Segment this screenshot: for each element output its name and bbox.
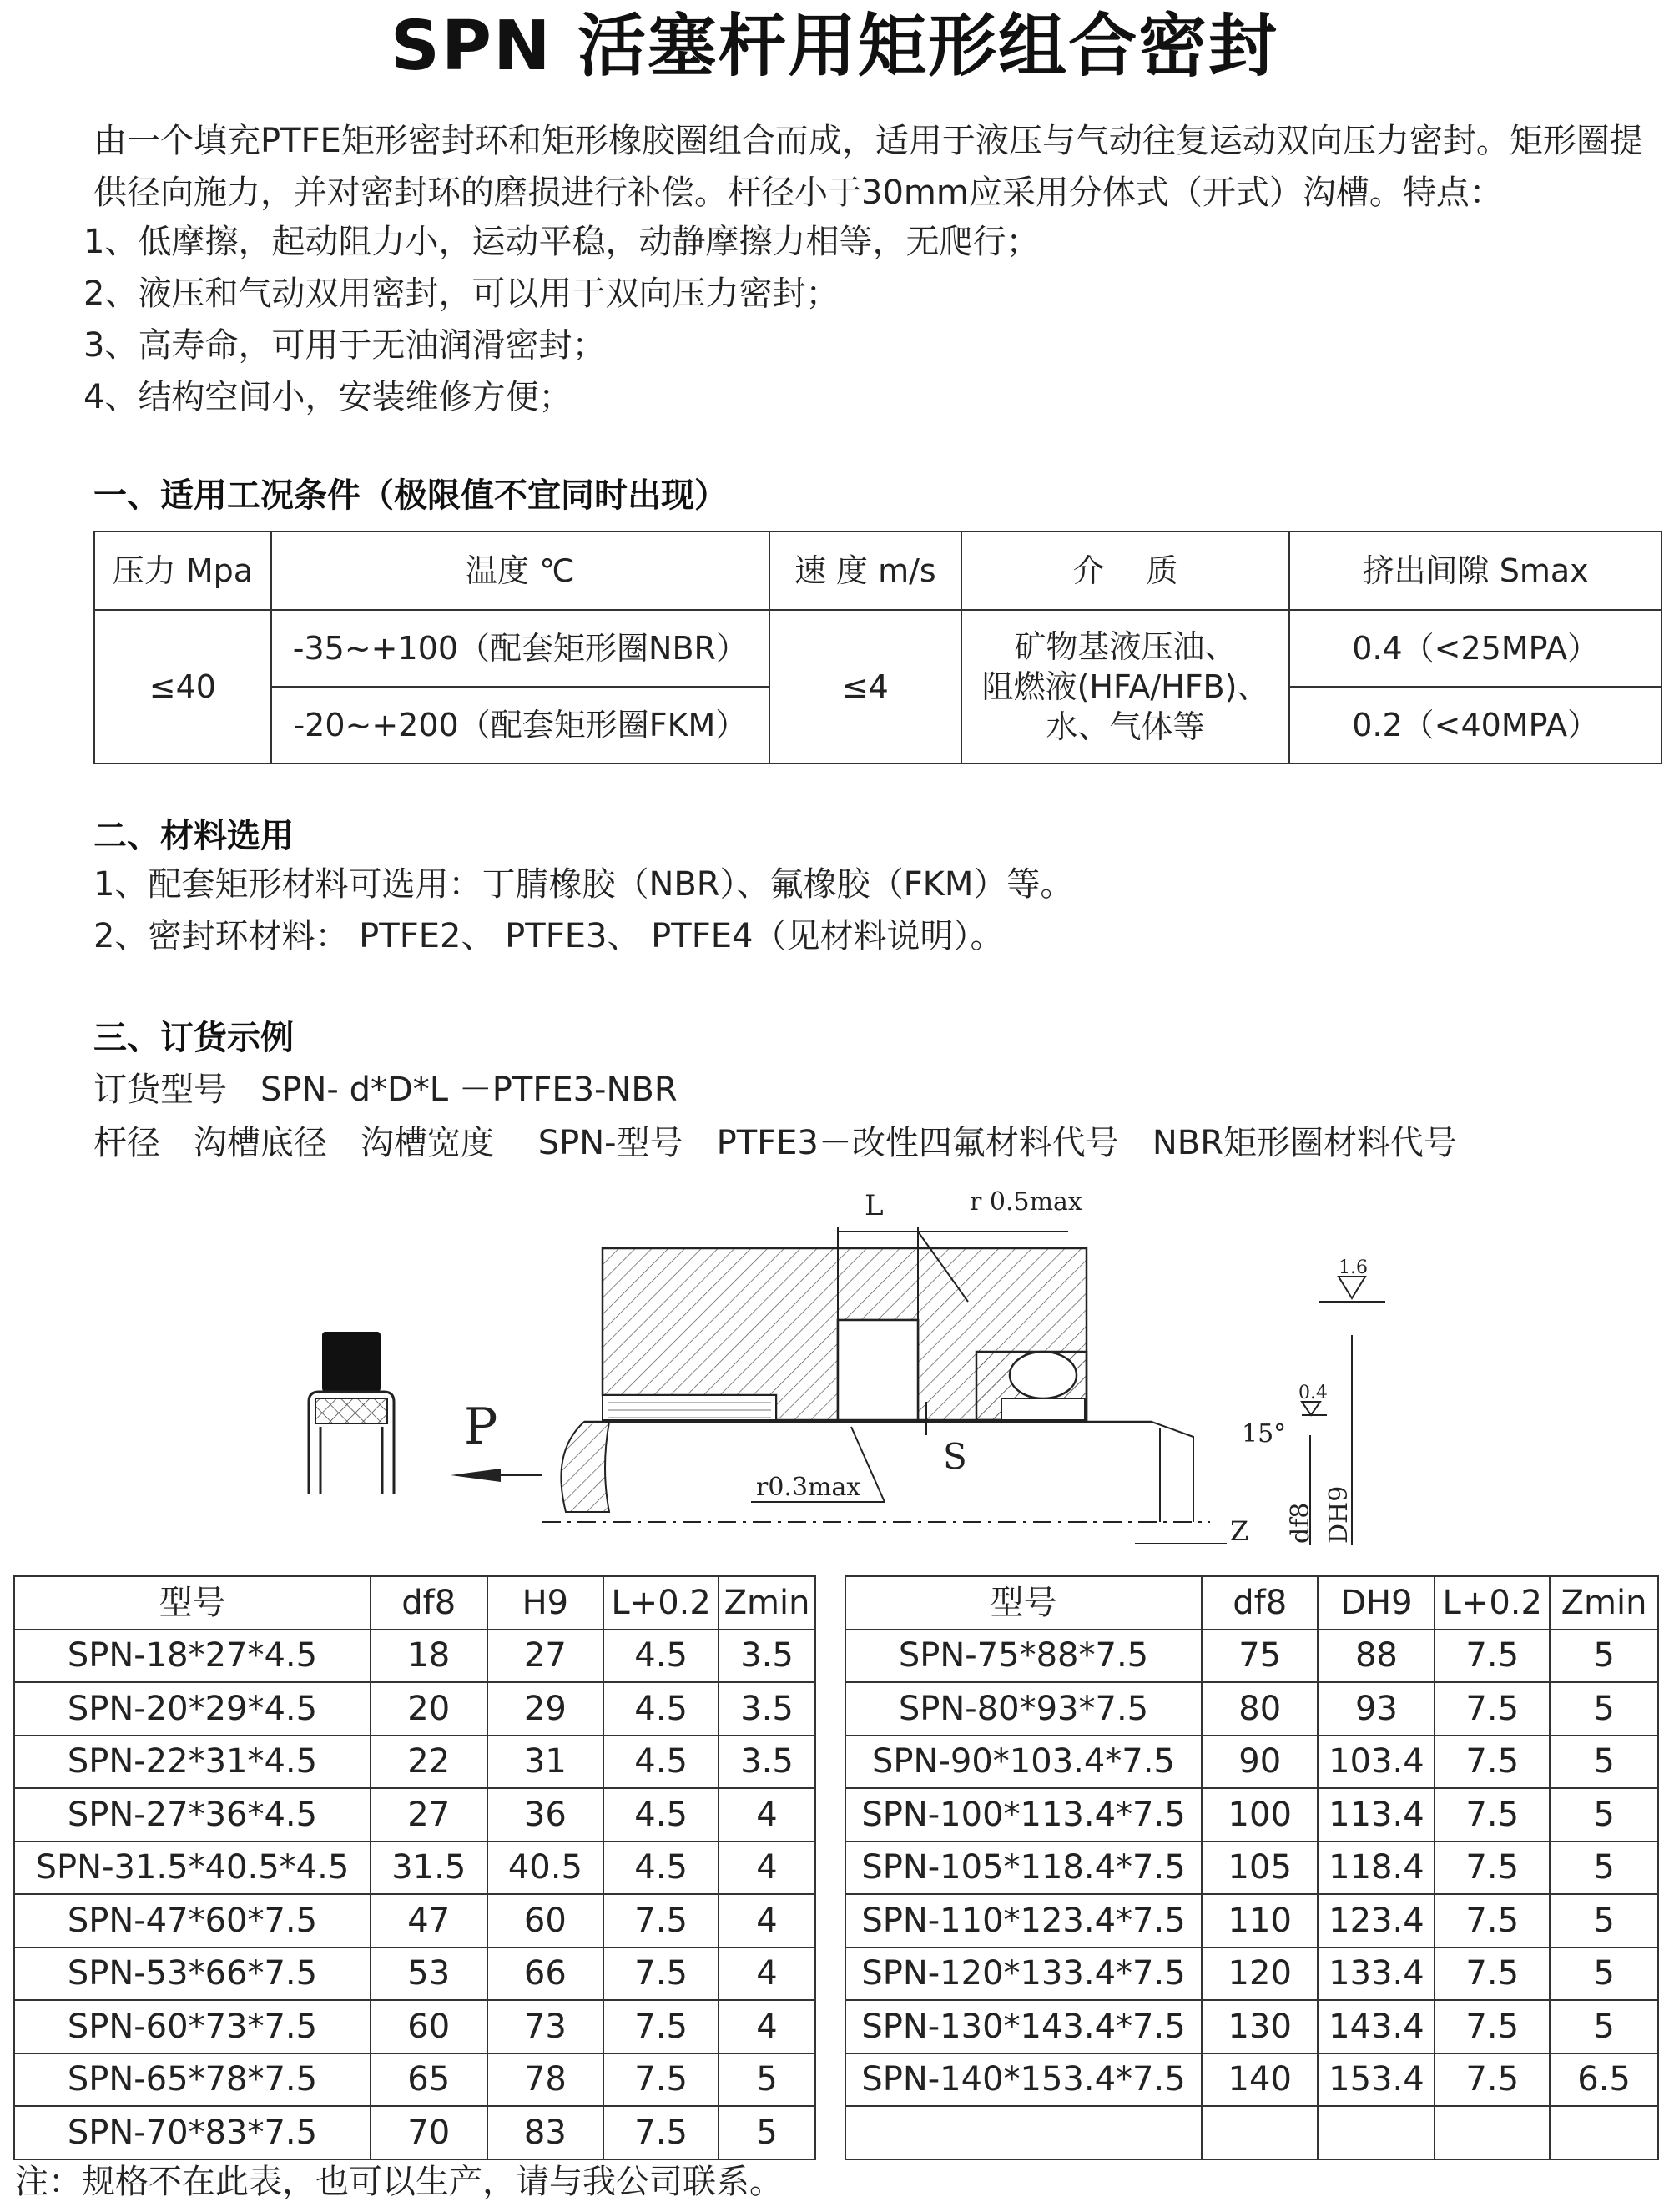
gap-value: 0.2（<40MPA） xyxy=(1289,687,1661,763)
cell-dh9: 153.4 xyxy=(1318,2053,1435,2107)
roughness-16: 1.6 xyxy=(1339,1257,1368,1278)
cell-df8: 53 xyxy=(371,1947,487,2001)
cell-df8: 120 xyxy=(1202,1947,1319,2001)
cell-dh9: 118.4 xyxy=(1318,1842,1435,1895)
cell-model: SPN-60*73*7.5 xyxy=(14,2000,371,2053)
cell-dh9: 123.4 xyxy=(1318,1894,1435,1947)
feature-item: 2、液压和气动双用密封，可以用于双向压力密封； xyxy=(83,275,840,313)
cell-l xyxy=(1435,2106,1550,2159)
media-line: 水、气体等 xyxy=(1046,708,1205,745)
cell-model: SPN-75*88*7.5 xyxy=(845,1630,1202,1683)
cell-l: 4.5 xyxy=(603,1788,719,1842)
col-header-df8: df8 xyxy=(371,1576,487,1630)
col-header-pressure: 压力 Mpa xyxy=(94,532,271,610)
table-row xyxy=(845,1842,1658,1895)
cell-zmin: 4 xyxy=(719,1842,815,1895)
section2-heading: 二、材料选用 xyxy=(93,817,294,855)
order-example-line: 订货型号 SPN- d*D*L －PTFE3-NBR xyxy=(93,1071,678,1109)
dim-label-S: S xyxy=(943,1436,967,1477)
col-header-dh9: DH9 xyxy=(1318,1576,1435,1630)
cell-zmin: 4 xyxy=(719,1947,815,2001)
cell-h9: 36 xyxy=(487,1788,604,1842)
col-header-temperature: 温度 ℃ xyxy=(271,532,769,610)
col-header-df8: df8 xyxy=(1202,1576,1319,1630)
dim-label-Z: Z xyxy=(1230,1515,1249,1547)
cell-model: SPN-110*123.4*7.5 xyxy=(845,1894,1202,1947)
cell-zmin: 4 xyxy=(719,2000,815,2053)
table-row xyxy=(845,1682,1658,1736)
cell-l: 4.5 xyxy=(603,1736,719,1789)
temperature-fkm: -20~+200（配套矩形圈FKM） xyxy=(271,687,769,763)
table-row xyxy=(14,1842,815,1895)
cell-l: 7.5 xyxy=(1435,2053,1550,2107)
cell-model: SPN-18*27*4.5 xyxy=(14,1630,371,1683)
cell-dh9: 103.4 xyxy=(1318,1736,1435,1789)
size-table-left xyxy=(13,1575,816,2160)
cell-model: SPN-20*29*4.5 xyxy=(14,1682,371,1736)
cell-df8: 60 xyxy=(371,2000,487,2053)
cell-l: 7.5 xyxy=(1435,1894,1550,1947)
temperature-nbr: -35~+100（配套矩形圈NBR） xyxy=(271,610,769,687)
gap-value: 0.4（<25MPA） xyxy=(1289,610,1661,687)
table-row xyxy=(845,1630,1658,1683)
cell-l: 4.5 xyxy=(603,1682,719,1736)
material-line: 1、配套矩形材料可选用：丁腈橡胶（NBR）、氟橡胶（FKM）等。 xyxy=(93,865,1074,904)
cell-model: SPN-47*60*7.5 xyxy=(14,1894,371,1947)
material-line: 2、密封环材料： PTFE2、 PTFE3、 PTFE4（见材料说明）。 xyxy=(93,917,1004,955)
cell-h9: 60 xyxy=(487,1894,604,1947)
pressure-value: ≤40 xyxy=(94,610,271,763)
cell-df8: 75 xyxy=(1202,1630,1319,1683)
col-header-l: L+0.2 xyxy=(603,1576,719,1630)
col-header-zmin: Zmin xyxy=(1550,1576,1658,1630)
cell-model: SPN-100*113.4*7.5 xyxy=(845,1788,1202,1842)
cell-l: 7.5 xyxy=(603,1894,719,1947)
cell-model: SPN-130*143.4*7.5 xyxy=(845,2000,1202,2053)
cell-df8: 18 xyxy=(371,1630,487,1683)
col-header-model: 型号 xyxy=(845,1576,1202,1630)
cell-zmin: 5 xyxy=(1550,1682,1658,1736)
cell-dh9: 113.4 xyxy=(1318,1788,1435,1842)
cell-l: 7.5 xyxy=(1435,1682,1550,1736)
col-header-gap: 挤出间隙 Smax xyxy=(1289,532,1661,610)
cell-df8: 31.5 xyxy=(371,1842,487,1895)
cell-df8 xyxy=(1202,2106,1319,2159)
table-row xyxy=(14,1630,815,1683)
cell-l: 7.5 xyxy=(603,2106,719,2159)
table-row xyxy=(14,2053,815,2107)
cell-model: SPN-22*31*4.5 xyxy=(14,1736,371,1789)
cell-dh9: 133.4 xyxy=(1318,1947,1435,2001)
feature-item: 4、结构空间小，安装维修方便； xyxy=(83,378,572,416)
col-header-speed: 速 度 m/s xyxy=(769,532,961,610)
pressure-label-P: P xyxy=(464,1398,498,1456)
cell-df8: 27 xyxy=(371,1788,487,1842)
cell-h9: 78 xyxy=(487,2053,604,2107)
col-header-h9: H9 xyxy=(487,1576,604,1630)
table-row xyxy=(845,2106,1658,2159)
conditions-table xyxy=(93,531,1662,764)
piston-rod xyxy=(542,1422,1210,1522)
seal-cross-section-drawing xyxy=(0,1168,1669,1560)
table-row xyxy=(845,2053,1658,2107)
cell-zmin: 3.5 xyxy=(719,1630,815,1683)
cell-df8: 65 xyxy=(371,2053,487,2107)
seal-profile-icon xyxy=(309,1332,394,1494)
cell-model xyxy=(845,2106,1202,2159)
cell-zmin xyxy=(1550,2106,1658,2159)
dim-label-DH9: DH9 xyxy=(1324,1485,1354,1544)
cell-h9: 27 xyxy=(487,1630,604,1683)
cell-l: 7.5 xyxy=(1435,1842,1550,1895)
cell-dh9 xyxy=(1318,2106,1435,2159)
cell-model: SPN-65*78*7.5 xyxy=(14,2053,371,2107)
media-line: 阻燃液(HFA/HFB)、 xyxy=(981,668,1269,705)
cell-df8: 90 xyxy=(1202,1736,1319,1789)
cell-zmin: 5 xyxy=(719,2106,815,2159)
size-table-right xyxy=(845,1575,1659,2160)
cell-zmin: 5 xyxy=(1550,1894,1658,1947)
cell-df8: 20 xyxy=(371,1682,487,1736)
cell-l: 7.5 xyxy=(1435,2000,1550,2053)
section1-heading: 一、适用工况条件（极限值不宜同时出现） xyxy=(93,476,728,515)
table-row xyxy=(845,1788,1658,1842)
roughness-04: 0.4 xyxy=(1298,1383,1328,1403)
dim-label-r05: r 0.5max xyxy=(970,1187,1082,1217)
cell-df8: 22 xyxy=(371,1736,487,1789)
cell-df8: 70 xyxy=(371,2106,487,2159)
section3-heading: 三、订货示例 xyxy=(93,1019,294,1057)
cell-dh9: 93 xyxy=(1318,1682,1435,1736)
cell-zmin: 3.5 xyxy=(719,1736,815,1789)
table-row xyxy=(14,1947,815,2001)
cell-df8: 105 xyxy=(1202,1842,1319,1895)
cell-model: SPN-80*93*7.5 xyxy=(845,1682,1202,1736)
cell-l: 7.5 xyxy=(603,2000,719,2053)
cell-zmin: 5 xyxy=(1550,1630,1658,1683)
table-row xyxy=(14,1894,815,1947)
cell-zmin: 6.5 xyxy=(1550,2053,1658,2107)
cell-h9: 83 xyxy=(487,2106,604,2159)
cell-model: SPN-27*36*4.5 xyxy=(14,1788,371,1842)
cell-zmin: 5 xyxy=(1550,2000,1658,2053)
cell-model: SPN-140*153.4*7.5 xyxy=(845,2053,1202,2107)
cell-df8: 110 xyxy=(1202,1894,1319,1947)
cell-l: 7.5 xyxy=(603,2053,719,2107)
cell-zmin: 3.5 xyxy=(719,1682,815,1736)
cell-h9: 66 xyxy=(487,1947,604,2001)
table-row xyxy=(14,2000,815,2053)
footer-note: 注：规格不在此表，也可以生产，请与我公司联系。 xyxy=(15,2163,783,2201)
cell-model: SPN-90*103.4*7.5 xyxy=(845,1736,1202,1789)
cell-model: SPN-53*66*7.5 xyxy=(14,1947,371,2001)
cell-model: SPN-70*83*7.5 xyxy=(14,2106,371,2159)
table-row xyxy=(845,1947,1658,2001)
cell-h9: 40.5 xyxy=(487,1842,604,1895)
table-row xyxy=(14,2106,815,2159)
cell-df8: 80 xyxy=(1202,1682,1319,1736)
dim-label-r03: r0.3max xyxy=(756,1473,861,1502)
table-row xyxy=(845,1736,1658,1789)
cell-l: 7.5 xyxy=(1435,1788,1550,1842)
feature-item: 3、高寿命，可用于无油润滑密封； xyxy=(83,326,606,365)
cell-h9: 31 xyxy=(487,1736,604,1789)
table-row xyxy=(14,1736,815,1789)
cell-df8: 130 xyxy=(1202,2000,1319,2053)
housing-body xyxy=(603,1248,1087,1420)
table-row xyxy=(845,2000,1658,2053)
cell-zmin: 4 xyxy=(719,1894,815,1947)
cell-l: 4.5 xyxy=(603,1842,719,1895)
col-header-model: 型号 xyxy=(14,1576,371,1630)
media-line: 矿物基液压油、 xyxy=(1014,628,1237,665)
intro-paragraph xyxy=(93,115,1661,219)
table-row xyxy=(845,1894,1658,1947)
cell-dh9: 143.4 xyxy=(1318,2000,1435,2053)
page-title: SPN 活塞杆用矩形组合密封 xyxy=(390,7,1279,86)
col-header-zmin: Zmin xyxy=(719,1576,815,1630)
cell-model: SPN-31.5*40.5*4.5 xyxy=(14,1842,371,1895)
cell-df8: 47 xyxy=(371,1894,487,1947)
cell-zmin: 5 xyxy=(1550,1947,1658,2001)
cell-l: 4.5 xyxy=(603,1630,719,1683)
cell-l: 7.5 xyxy=(603,1947,719,2001)
cell-h9: 29 xyxy=(487,1682,604,1736)
cell-model: SPN-105*118.4*7.5 xyxy=(845,1842,1202,1895)
table-row xyxy=(14,1788,815,1842)
cell-df8: 140 xyxy=(1202,2053,1319,2107)
cell-zmin: 5 xyxy=(1550,1736,1658,1789)
cell-model: SPN-120*133.4*7.5 xyxy=(845,1947,1202,2001)
cell-l: 7.5 xyxy=(1435,1947,1550,2001)
intro-text: 由一个填充PTFE矩形密封环和矩形橡胶圈组合而成，适用于液压与气动往复运动双向压力密封。矩形圈提供径向施力，并对密封环的磨损进行补偿。杆径小于30mm应采用分体式（开式）沟槽。特点： xyxy=(93,122,1643,212)
dim-label-df8: df8 xyxy=(1286,1502,1315,1544)
cell-l: 7.5 xyxy=(1435,1630,1550,1683)
media-cell xyxy=(961,610,1290,763)
cell-zmin: 5 xyxy=(719,2053,815,2107)
cell-l: 7.5 xyxy=(1435,1736,1550,1789)
angle-label: 15° xyxy=(1242,1419,1287,1449)
cell-zmin: 5 xyxy=(1550,1842,1658,1895)
cell-zmin: 5 xyxy=(1550,1788,1658,1842)
col-header-media: 介 质 xyxy=(961,532,1290,610)
cell-df8: 100 xyxy=(1202,1788,1319,1842)
feature-item: 1、低摩擦，起动阻力小，运动平稳，动静摩擦力相等，无爬行； xyxy=(83,223,1040,261)
table-row xyxy=(14,1682,815,1736)
cell-zmin: 4 xyxy=(719,1788,815,1842)
dim-label-L: L xyxy=(865,1189,884,1222)
speed-value: ≤4 xyxy=(769,610,961,763)
col-header-l: L+0.2 xyxy=(1435,1576,1550,1630)
order-legend-line: 杆径 沟槽底径 沟槽宽度 SPN-型号 PTFE3－改性四氟材料代号 NBR矩形圈材料代号 xyxy=(93,1124,1458,1162)
cell-h9: 73 xyxy=(487,2000,604,2053)
cell-dh9: 88 xyxy=(1318,1630,1435,1683)
